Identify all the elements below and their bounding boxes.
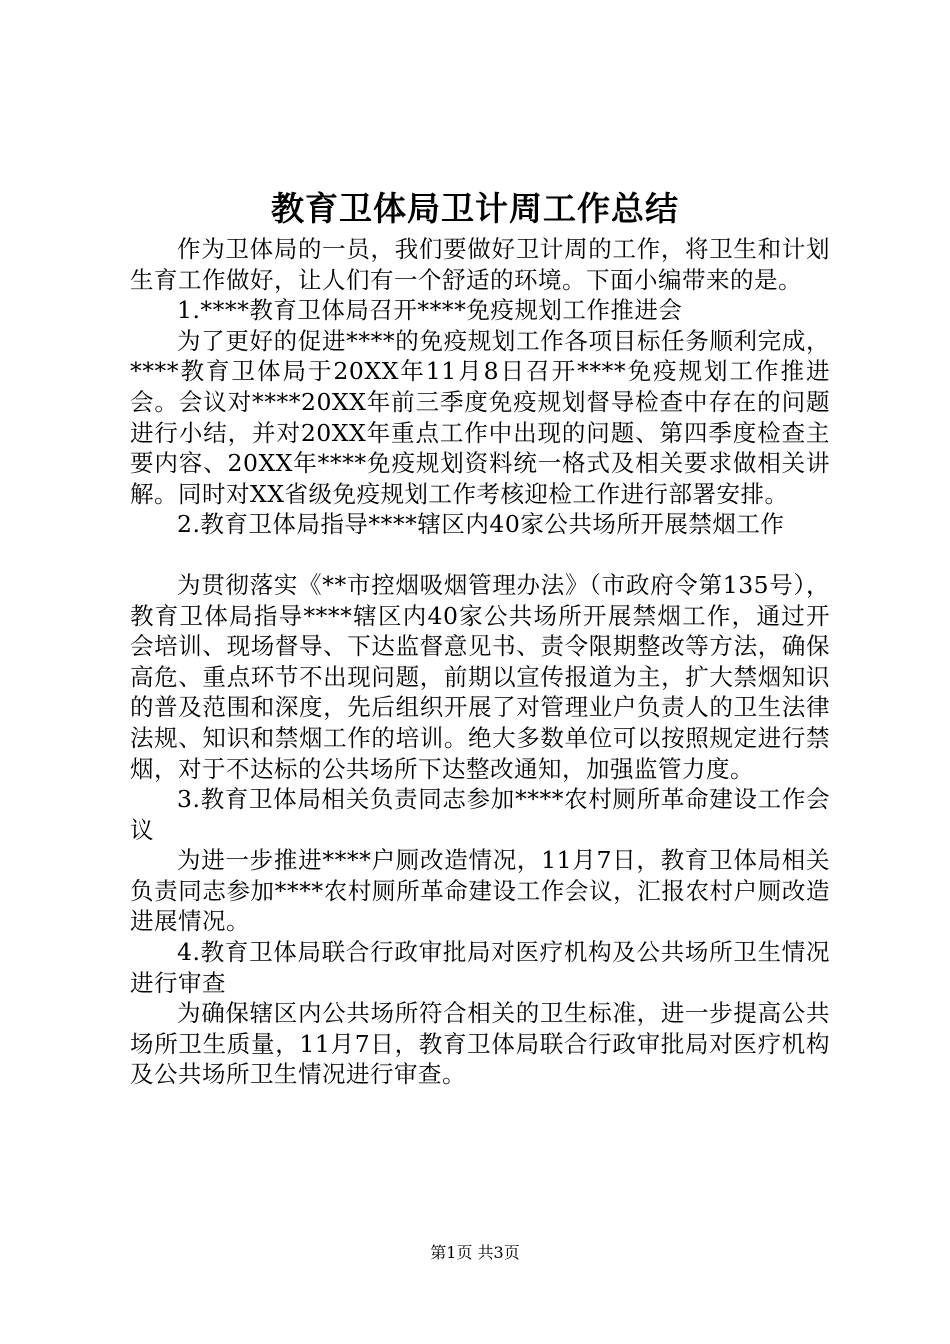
section-paragraph-4: 为确保辖区内公共场所符合相关的卫生标准，进一步提高公共场所卫生质量，11月7日，教育卫体局联合行政审批局对医疗机构及公共场所卫生情况进行审查。 — [130, 999, 830, 1089]
document-title: 教育卫体局卫计周工作总结 — [271, 189, 679, 228]
section-heading-3: 3.教育卫体局相关负责同志参加****农村厕所革命建设工作会议 — [130, 785, 830, 844]
section-paragraph-2: 为贯彻落实《**市控烟吸烟管理办法》（市政府令第135号），教育卫体局指导****辖区内40家公共场所开展禁烟工作，通过开会培训、现场督导、下达监督意见书、责令限期整改等方法，确保高危、重点环节不出现问题，前期以宣传报道为主，扩大禁烟知识的普及范围和深度，先后组织开展了对管理业户负责人的卫生法律法规、知识和禁烟工作的培训。绝大多数单位可以按照规定进行禁烟，对于不达标的公共场所下达整改通知，加强监管力度。 — [130, 570, 830, 783]
page-number-footer: 第1页 共3页 — [430, 1243, 520, 1262]
section-heading-4: 4.教育卫体局联合行政审批局对医疗机构及公共场所卫生情况进行审查 — [130, 938, 830, 997]
section-paragraph-3: 为进一步推进****户厕改造情况，11月7日，教育卫体局相关负责同志参加****农村厕所革命建设工作会议，汇报农村户厕改造进展情况。 — [130, 846, 830, 936]
intro-paragraph: 作为卫体局的一员，我们要做好卫计周的工作，将卫生和计划生育工作做好，让人们有一个舒适的环境。下面小编带来的是。 — [130, 235, 830, 294]
section-paragraph-1: 为了更好的促进****的免疫规划工作各项目标任务顺利完成，****教育卫体局于20XX年11月8日召开****免疫规划工作推进会。会议对****20XX年前三季度免疫规划督导检查中存在的问题进行小结，并对20XX年重点工作中出现的问题、第四季度检查主要内容、20XX年****免疫规划资料统一格式及相关要求做相关讲解。同时对XX省级免疫规划工作考核迎检工作进行部署安排。 — [130, 326, 830, 508]
document-body — [130, 234, 830, 1090]
section-heading-1: 1.****教育卫体局召开****免疫规划工作推进会 — [177, 296, 683, 325]
section-heading-2: 2.教育卫体局指导****辖区内40家公共场所开展禁烟工作 — [177, 510, 785, 539]
